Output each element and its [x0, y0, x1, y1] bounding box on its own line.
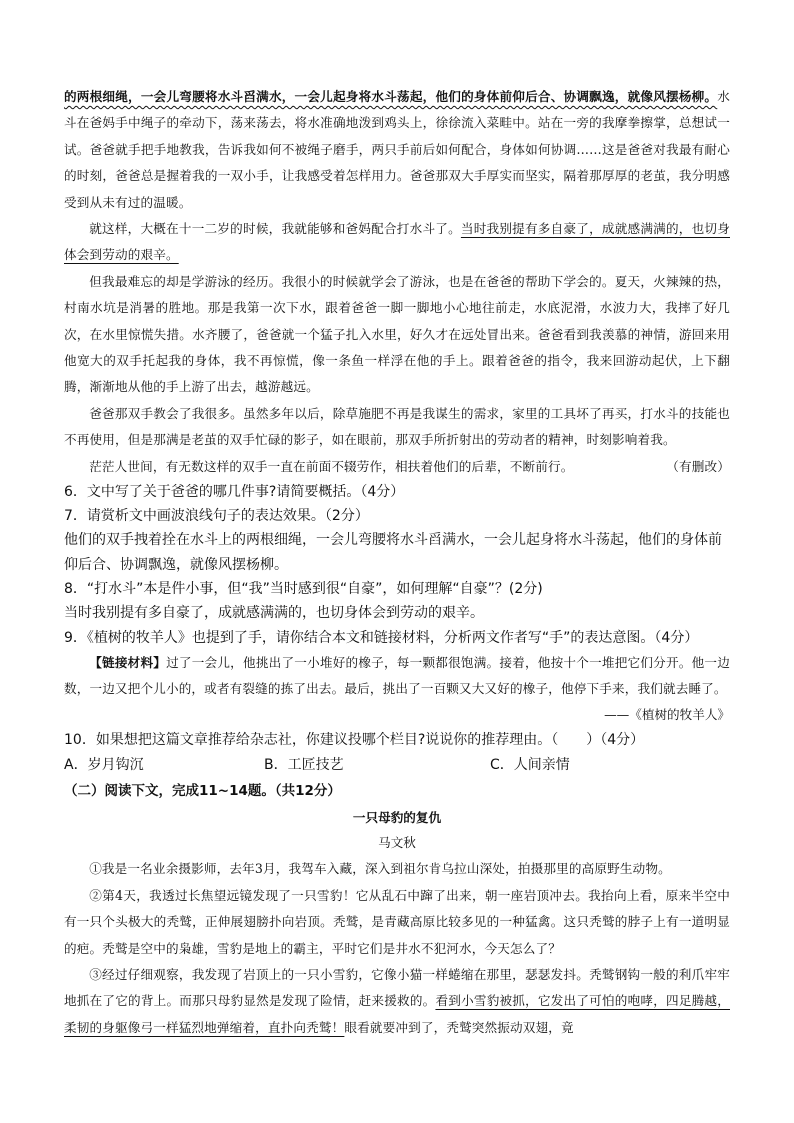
underlined-sentence: 看到小雪豹被抓，它发出了可怕的咆哮，四足腾越，柔韧的身躯像弓一样猛烈地弹缩着，直扑向秃鹫！ [64, 993, 730, 1035]
edit-note: （有删改） [666, 458, 730, 474]
wavy-underlined-sentence: 的两根细绳，一会儿弯腰将水斗舀满水，一会儿起身将水斗荡起，他们的身体前仰后合、协调飘逸，就像风摆杨柳。 [64, 89, 718, 104]
passage-paragraph-4: 爸爸那双手教会了我很多。虽然多年以后，除草施肥不再是我谋生的需求，家里的工具坏了再买，打水斗的技能也不再使用，但是那满是老茧的双手忙碌的影子，如在眼前，那双手所折射出的劳动者的精神，时刻影响着我。 [64, 405, 730, 448]
option-c: C．人间亲情 [490, 757, 570, 774]
article-title: 一只母豹的复仇 [352, 810, 442, 826]
passage-text: 水斗在爸妈手中绳子的牵动下，荡来荡去，将水准确地泼到鸡头上，徐徐流入菜畦中。站在一旁的我摩拳擦掌，总想试一试。爸爸就手把手地教我，告诉我如何不被绳子磨手，两只手前后如何配合，身体如何协调……这是爸爸对我最有耐心的时刻，爸爸总是握着我的一双小手，让我感受着怎样用力。爸爸那双大手厚实而坚实，隔着那厚厚的老茧，我分明感受到从未有过的温暖。 [64, 89, 730, 210]
passage-text: 就这样，大概在十一二岁的时候，我就能够和爸妈配合打水斗了。 [89, 221, 461, 237]
article-text: ③经过仔细观察，我发现了岩顶上的一只小雪豹，它像小猫一样蜷缩在那里，瑟瑟发抖。秃鹫钢钩一般的利爪牢牢地抓在了它的背上。而那只母豹显然是发现了险情，赶来援救的。 [64, 967, 730, 1009]
article-paragraph-2: ②第4天，我透过长焦望远镜发现了一只雪豹！它从乱石中蹿了出来，朝一座岩顶冲去。我抬向上看，原来半空中有一只个头极大的秃鹫，正伸展翅膀扑向岩顶。秃鹫，是青藏高原比较多见的一种猛禽。这只秃鹫的脖子上有一道明显的疤。秃鹫是空中的枭雄，雪豹是地上的霸主，平时它们是井水不犯河水，今天怎么了？ [64, 887, 730, 956]
link-material-source: ——《植树的牧羊人》 [604, 707, 730, 723]
question-8-quote: 当时我别提有多自豪了，成就感满满的，也切身体会到劳动的艰辛。 [64, 605, 484, 622]
link-material-text: 过了一会儿，他挑出了一小堆好的橡子，每一颗都很饱满。接着，他按十个一堆把它们分开。他一边数，一边又把个儿小的，或者有裂缝的拣了出去。最后，挑出了一百颗又大又好的橡子，他停下手来，我们就去睡了。 [64, 654, 730, 696]
article-paragraph-3 [64, 962, 730, 1041]
passage-paragraph-1 [64, 84, 730, 216]
passage-paragraph-2 [64, 216, 730, 269]
passage-text: 茫茫人世间，有无数这样的双手一直在前面不辍劳作，相扶着他们的后辈，不断前行。 [89, 458, 574, 474]
section-heading: （二）阅读下文，完成11~14题。（共12分） [64, 783, 341, 800]
question-9: 9．《植树的牧羊人》也提到了手，请你结合本文和链接材料，分析两文作者写“手”的表达意图。（4分） [64, 629, 699, 646]
question-10-options [64, 752, 730, 778]
passage-paragraph-3: 但我最难忘的却是学游泳的经历。我很小的时候就学会了游泳，也是在爸爸的帮助下学会的。夏天，火辣辣的热，村南水坑是消暑的胜地。那是我第一次下水，跟着爸爸一脚一脚地小心地往前走，水底泥滑，水波力大，我摔了好几次，在水里惊慌失措。水齐腰了，爸爸就一个猛子扎入水里，好久才在远处冒出来。爸爸看到我羡慕的神情，游回来用他宽大的双手托起我的身体，我不再惊慌，像一条鱼一样浮在他的手上。跟着爸爸的指令，我来回游动起伏，上下翻腾，渐渐地从他的手上游了出去，越游越远。 [64, 273, 730, 395]
article-author: 马文秋 [378, 835, 416, 851]
question-6: 6．文中写了关于爸爸的哪几件事?请简要概括。（4分） [64, 484, 405, 501]
option-a: A．岁月钩沉 [64, 757, 144, 774]
link-material-label: 【链接材料】 [89, 654, 167, 670]
underlined-sentence: 当时我别提有多自豪了，成就感满满的，也切身体会到劳动的艰辛。 [64, 221, 730, 263]
question-7-quote: 他们的双手拽着拴在水斗上的两根细绳，一会儿弯腰将水斗舀满水，一会儿起身将水斗荡起，他们的身体前仰后合、协调飘逸，就像风摆杨柳。 [64, 532, 722, 573]
question-7: 7．请赏析文中画波浪线句子的表达效果。（2分） [64, 508, 369, 525]
question-10: 10．如果想把这篇文章推荐给杂志社，你建议投哪个栏目?说说你的推荐理由。（ ）（4分） [64, 732, 645, 749]
question-8: 8．“打水斗”本是件小事，但“我”当时感到很“自豪”，如何理解“自豪”？(2分) [64, 581, 543, 598]
passage-paragraph-5 [64, 454, 730, 480]
option-b: B．工匠技艺 [264, 757, 344, 774]
article-paragraph-1: ①我是一名业余摄影师，去年3月，我驾车入藏，深入到祖尔肯乌拉山深处，拍摄那里的高原野生动物。 [89, 861, 671, 877]
document-page [64, 84, 730, 1041]
article-text: 眼看就要冲到了，秃鹫突然振动双翅，竟 [344, 1019, 574, 1035]
link-material [64, 650, 730, 703]
